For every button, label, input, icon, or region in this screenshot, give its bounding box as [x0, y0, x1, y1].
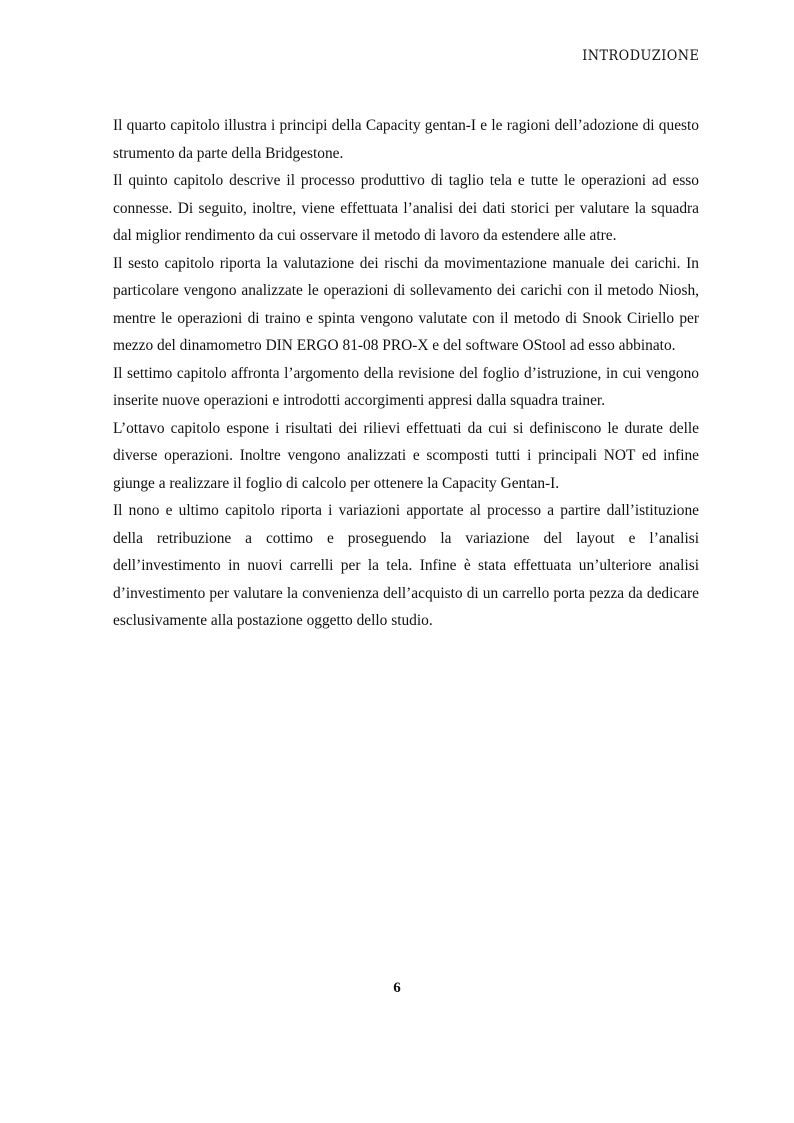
paragraph-chapter-7: Il settimo capitolo affronta l’argomento della revisione del foglio d’istruzione, in cui vengono inserite nuove operazioni e introdotti accorgimenti appresi dalla squadra trainer. [113, 364, 699, 409]
paragraph-chapter-6: Il sesto capitolo riporta la valutazione dei rischi da movimentazione manuale dei carichi. In particolare vengono analizzate le operazioni di sollevamento dei carichi con il metodo Niosh, mentre le operazioni di traino e spinta vengono valutate con il metodo di Snook Ciriello per mezzo del dinamometro DIN ERGO 81-08 PRO-X e del software OStool ad esso abbinato. [113, 254, 699, 354]
paragraph-chapter-8: L’ottavo capitolo espone i risultati dei rilievi effettuati da cui si definiscono le durate delle diverse operazioni. Inoltre vengono analizzati e scomposti tutti i principali NOT ed infine giunge a realizzare il foglio di calcolo per ottenere la Capacity Gentan-I. [113, 419, 699, 492]
paragraph-chapter-4: Il quarto capitolo illustra i principi della Capacity gentan-I e le ragioni dell’adozione di questo strumento da parte della Bridgestone. [113, 117, 699, 162]
running-header: INTRODUZIONE [581, 48, 699, 64]
paragraph-chapter-5: Il quinto capitolo descrive il processo produttivo di taglio tela e tutte le operazioni ad esso connesse. Di seguito, inoltre, viene effettuata l’analisi dei dati storici per valutare la squadra dal miglior rendimento da cui osservare il metodo di lavoro da estendere alle atre. [113, 172, 699, 244]
body-text [113, 112, 699, 635]
paragraph-chapter-9: Il nono e ultimo capitolo riporta i variazioni apportate al processo a partire dall’istituzione della retribuzione a cottimo e proseguendo la variazione del layout e l’analisi dell’investimento in nuovi carrelli per la tela. Infine è stata effettuata un’ulteriore analisi d’investimento per valutare la convenienza dell’acquisto di un carrello porta pezza da dedicare esclusivamente alla postazione oggetto dello studio. [113, 502, 699, 629]
page-number: 6 [393, 980, 401, 996]
